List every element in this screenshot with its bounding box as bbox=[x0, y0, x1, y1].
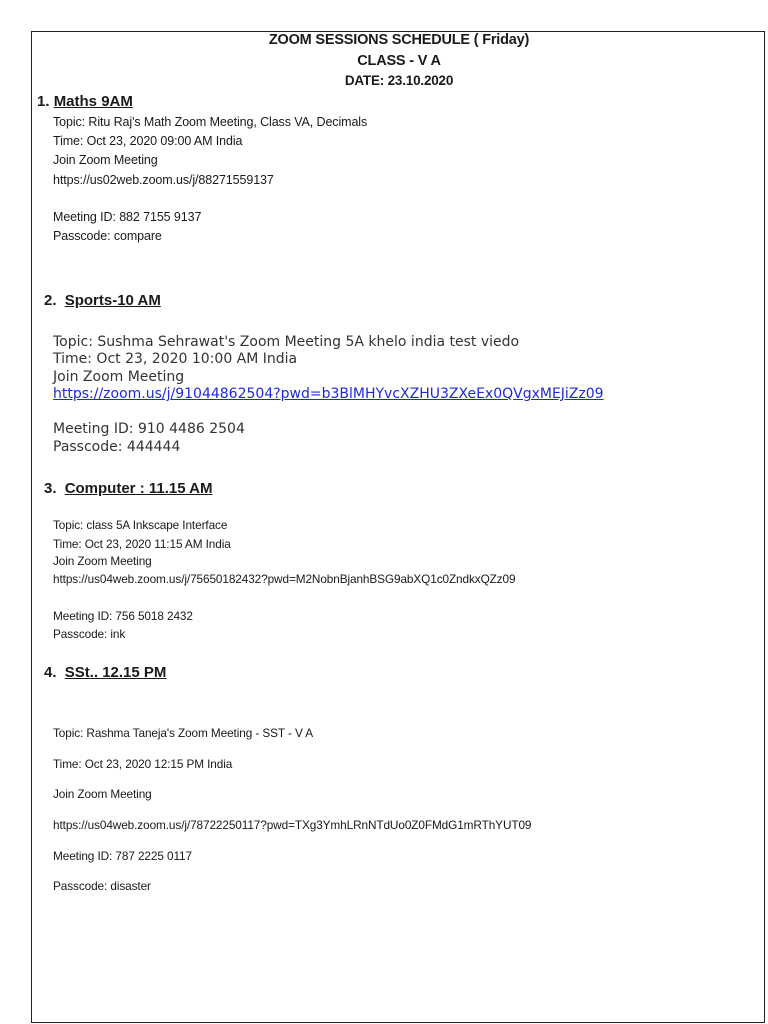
session-join-label: Join Zoom Meeting bbox=[53, 153, 158, 167]
session-passcode: Passcode: ink bbox=[53, 627, 126, 641]
session-passcode: Passcode: compare bbox=[53, 229, 162, 243]
session-url-link[interactable]: https://zoom.us/j/91044862504?pwd=b3BlMHYvcXZHU3ZXeEx0QVgxMEJiZz09 bbox=[53, 386, 604, 402]
session-number: 1. bbox=[37, 93, 50, 110]
session-topic: Topic: Sushma Sehrawat's Zoom Meeting 5A khelo india test viedo bbox=[53, 334, 520, 350]
session-topic: Topic: Rashma Taneja's Zoom Meeting - SST - V A bbox=[53, 726, 314, 740]
session-meeting-id: Meeting ID: 910 4486 2504 bbox=[53, 421, 245, 437]
session-url[interactable]: https://us02web.zoom.us/j/88271559137 bbox=[53, 173, 274, 187]
session-join-label: Join Zoom Meeting bbox=[53, 787, 152, 801]
session-number: 4. bbox=[44, 664, 57, 681]
session-title: SSt.. 12.15 PM bbox=[64, 664, 167, 681]
session-title: Maths 9AM bbox=[53, 93, 133, 110]
session-heading-sports bbox=[44, 292, 161, 309]
session-title: Sports-10 AM bbox=[64, 292, 161, 309]
session-topic: Topic: class 5A Inkscape Interface bbox=[53, 518, 228, 532]
session-meeting-id: Meeting ID: 882 7155 9137 bbox=[53, 210, 202, 224]
session-number: 2. bbox=[44, 292, 57, 309]
session-heading-maths bbox=[37, 93, 133, 110]
session-time: Time: Oct 23, 2020 11:15 AM India bbox=[53, 537, 231, 551]
session-join-label: Join Zoom Meeting bbox=[53, 369, 185, 385]
date-line: DATE: 23.10.2020 bbox=[344, 73, 454, 88]
session-meeting-id: Meeting ID: 787 2225 0117 bbox=[53, 849, 192, 863]
session-title: Computer : 11.15 AM bbox=[64, 480, 213, 497]
session-passcode: Passcode: 444444 bbox=[53, 439, 181, 455]
session-topic: Topic: Ritu Raj's Math Zoom Meeting, Class VA, Decimals bbox=[53, 115, 368, 129]
session-time: Time: Oct 23, 2020 10:00 AM India bbox=[53, 351, 298, 367]
session-heading-sst bbox=[44, 664, 166, 681]
class-line: CLASS - V A bbox=[357, 53, 441, 69]
session-time: Time: Oct 23, 2020 12:15 PM India bbox=[53, 757, 233, 771]
session-passcode: Passcode: disaster bbox=[53, 879, 151, 893]
page-title: ZOOM SESSIONS SCHEDULE ( Friday) bbox=[268, 32, 530, 48]
session-join-label: Join Zoom Meeting bbox=[53, 554, 152, 568]
session-meeting-id: Meeting ID: 756 5018 2432 bbox=[53, 609, 193, 623]
session-heading-computer bbox=[44, 480, 213, 497]
session-time: Time: Oct 23, 2020 09:00 AM India bbox=[53, 134, 243, 148]
session-number: 3. bbox=[44, 480, 57, 497]
document-page bbox=[31, 31, 765, 1023]
session-url[interactable]: https://us04web.zoom.us/j/75650182432?pwd=M2NobnBjanhBSG9abXQ1c0ZndkxQZz09 bbox=[53, 572, 516, 586]
session-url[interactable]: https://us04web.zoom.us/j/78722250117?pwd=TXg3YmhLRnNTdUo0Z0FMdG1mRThYUT09 bbox=[53, 818, 532, 832]
